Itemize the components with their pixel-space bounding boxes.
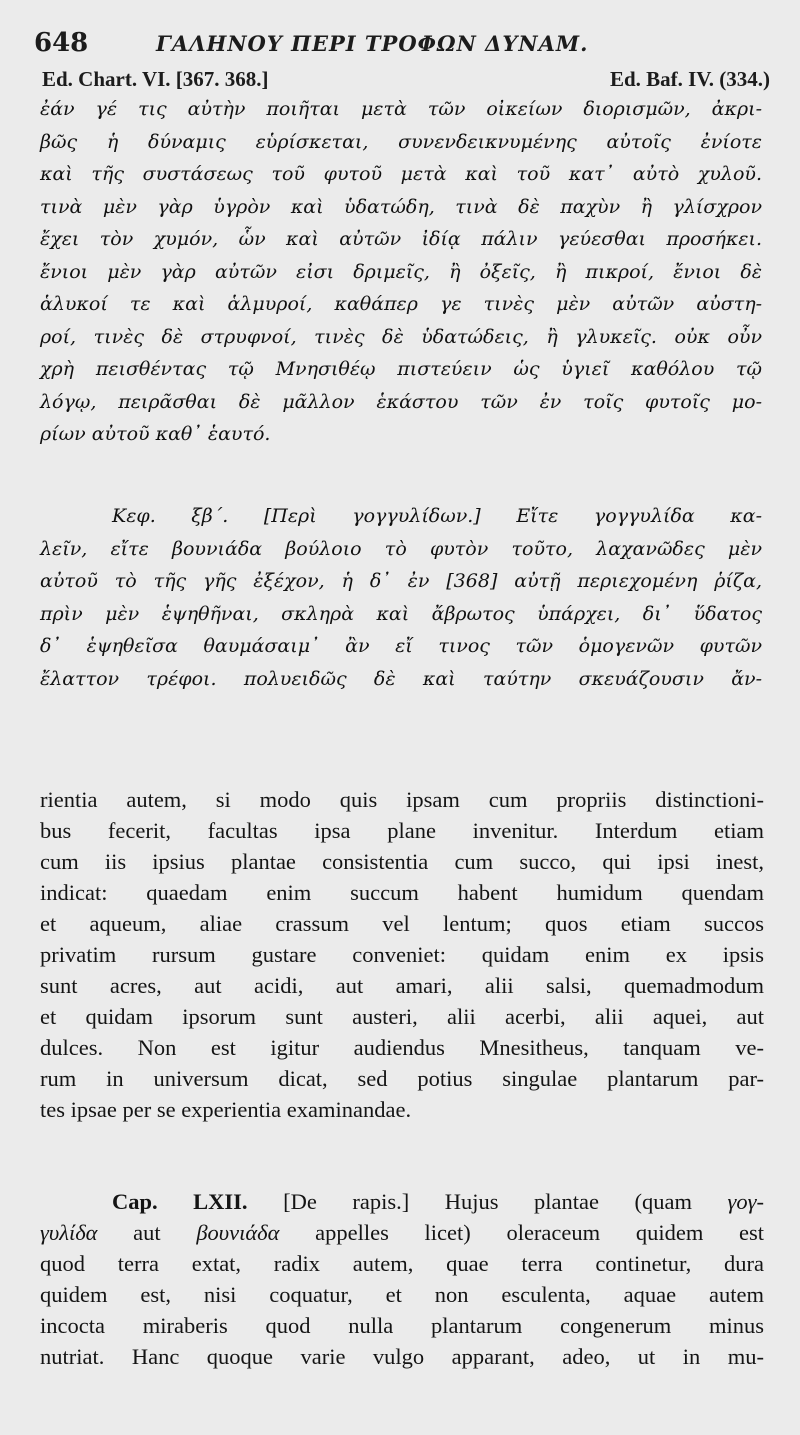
greek-chapter-label: Κεφ. ξβ΄. bbox=[112, 505, 229, 527]
latin-line: dulces. Non est igitur audiendus Mnesitheus, tanquam ve- bbox=[40, 1035, 764, 1060]
greek-line: ροί, τινὲς δὲ στρυφνοί, τινὲς δὲ ὑδατώδεις, ἢ γλυκεῖς. οὐκ οὖν bbox=[40, 325, 762, 348]
greek-term: γυλίδα bbox=[40, 1220, 98, 1245]
latin-line: privatim rursum gustare conveniet: quidam enim ex ipsis bbox=[40, 942, 764, 967]
greek-line: ἔνιοι μὲν γὰρ αὐτῶν εἰσι δριμεῖς, ἢ ὀξεῖς, ἢ πικροί, ἔνιοι δὲ bbox=[40, 260, 762, 283]
latin-text: appelles licet) oleraceum quidem est bbox=[315, 1220, 764, 1245]
greek-chapter-first-line bbox=[40, 500, 762, 533]
greek-chapter bbox=[40, 500, 762, 695]
edition-reference-left: Ed. Chart. VI. [367. 368.] bbox=[42, 67, 269, 91]
greek-line: ἁλυκοί τε καὶ ἁλμυροί, καθάπερ γε τινὲς μὲν αὐτῶν αὐστη- bbox=[40, 293, 762, 315]
latin-chapter bbox=[40, 1186, 764, 1372]
latin-line: bus fecerit, facultas ipsa plane invenitur. Interdum etiam bbox=[40, 818, 764, 843]
latin-word: aut bbox=[133, 1220, 161, 1245]
greek-term: βουνιάδα bbox=[196, 1220, 280, 1245]
latin-line: quod terra extat, radix autem, quae terra continetur, dura bbox=[40, 1251, 764, 1276]
greek-line: λεῖν, εἴτε βουνιάδα βούλοιο τὸ φυτὸν τοῦτο, λαχανῶδες μὲν bbox=[40, 537, 762, 560]
latin-chapter-text: Hujus plantae (quam bbox=[444, 1189, 692, 1214]
latin-paragraph bbox=[40, 784, 764, 1125]
page-header bbox=[34, 28, 774, 62]
latin-line bbox=[40, 1217, 764, 1248]
edition-reference-right: Ed. Baf. IV. (334.) bbox=[609, 67, 770, 91]
greek-line: ἐάν γέ τις αὐτὴν ποιῆται μετὰ τῶν οἰκείων διορισμῶν, ἀκρι- bbox=[40, 98, 762, 120]
latin-line: tes ipsae per se experientia examinandae. bbox=[40, 1097, 412, 1122]
greek-line: ἔχει τὸν χυμόν, ὧν καὶ αὐτῶν ἰδίᾳ πάλιν γεύεσθαι προσήκει. bbox=[40, 228, 762, 250]
greek-line: ρίων αὐτοῦ καθ᾽ ἑαυτό. bbox=[40, 423, 271, 445]
greek-term: γογ- bbox=[727, 1189, 765, 1214]
greek-line: ἔλαττον τρέφοι. πολυειδῶς δὲ καὶ ταύτην σκευάζουσιν ἄν- bbox=[40, 667, 762, 690]
greek-line: καὶ τῆς συστάσεως τοῦ φυτοῦ μετὰ καὶ τοῦ κατ᾽ αὐτὸ χυλοῦ. bbox=[40, 163, 762, 185]
greek-line: δ᾽ ἑψηθεῖσα θαυμάσαιμ᾽ ἂν εἴ τινος τῶν ὁμογενῶν φυτῶν bbox=[40, 635, 762, 657]
latin-line: incocta miraberis quod nulla plantarum congenerum minus bbox=[40, 1313, 764, 1338]
greek-line: αὐτοῦ τὸ τῆς γῆς ἐξέχον, ἡ δ᾽ ἐν [368] αὐτῇ περιεχομένη ῥίζα, bbox=[40, 570, 762, 592]
latin-line: nutriat. Hanc quoque varie vulgo apparant, adeo, ut in mu- bbox=[40, 1344, 764, 1369]
latin-line: quidem est, nisi coquatur, et non esculenta, aquae autem bbox=[40, 1282, 764, 1307]
latin-line: cum iis ipsius plantae consistentia cum succo, qui ipsi inest, bbox=[40, 849, 764, 874]
latin-line: sunt acres, aut acidi, aut amari, alii salsi, quemadmodum bbox=[40, 973, 764, 998]
latin-line: et aqueum, aliae crassum vel lentum; quos etiam succos bbox=[40, 911, 764, 936]
greek-line: βῶς ἡ δύναμις εὑρίσκεται, συνενδεικνυμένης αὐτοῖς ἐνίοτε bbox=[40, 130, 762, 153]
greek-line: πρὶν μὲν ἑψηθῆναι, σκληρὰ καὶ ἄβρωτος ὑπάρχει, δι᾽ ὕδατος bbox=[40, 602, 762, 625]
greek-line: λόγῳ, πειρᾶσθαι δὲ μᾶλλον ἑκάστου τῶν ἐν τοῖς φυτοῖς μο- bbox=[40, 390, 762, 413]
latin-chapter-title: [De rapis.] bbox=[283, 1189, 410, 1214]
latin-chapter-first-line bbox=[40, 1186, 764, 1217]
latin-line: et quidam ipsorum sunt austeri, alii acerbi, alii aquei, aut bbox=[40, 1004, 764, 1029]
page-number: 648 bbox=[34, 28, 89, 58]
latin-line: rum in universum dicat, sed potius singulae plantarum par- bbox=[40, 1066, 764, 1091]
running-title: ΓΑΛΗΝΟΥ ΠΕΡΙ ΤΡΟΦΩΝ ΔΥΝΑΜ. bbox=[156, 31, 589, 56]
greek-line: χρὴ πεισθέντας τῷ Μνησιθέῳ πιστεύειν ὡς ὑγιεῖ καθόλου τῷ bbox=[40, 358, 762, 380]
greek-chapter-title: [Περὶ γογγυλίδων.] bbox=[263, 505, 481, 527]
greek-paragraph bbox=[40, 93, 762, 451]
latin-chapter-label: Cap. LXII. bbox=[112, 1189, 248, 1214]
latin-line: indicat: quaedam enim succum habent humidum quendam bbox=[40, 880, 764, 905]
latin-line: rientia autem, si modo quis ipsam cum propriis distinctioni- bbox=[40, 787, 764, 812]
greek-chapter-text: Εἴτε γογγυλίδα κα- bbox=[516, 505, 763, 527]
greek-line: τινὰ μὲν γὰρ ὑγρὸν καὶ ὑδατώδη, τινὰ δὲ παχὺν ἢ γλίσχρον bbox=[40, 195, 762, 218]
